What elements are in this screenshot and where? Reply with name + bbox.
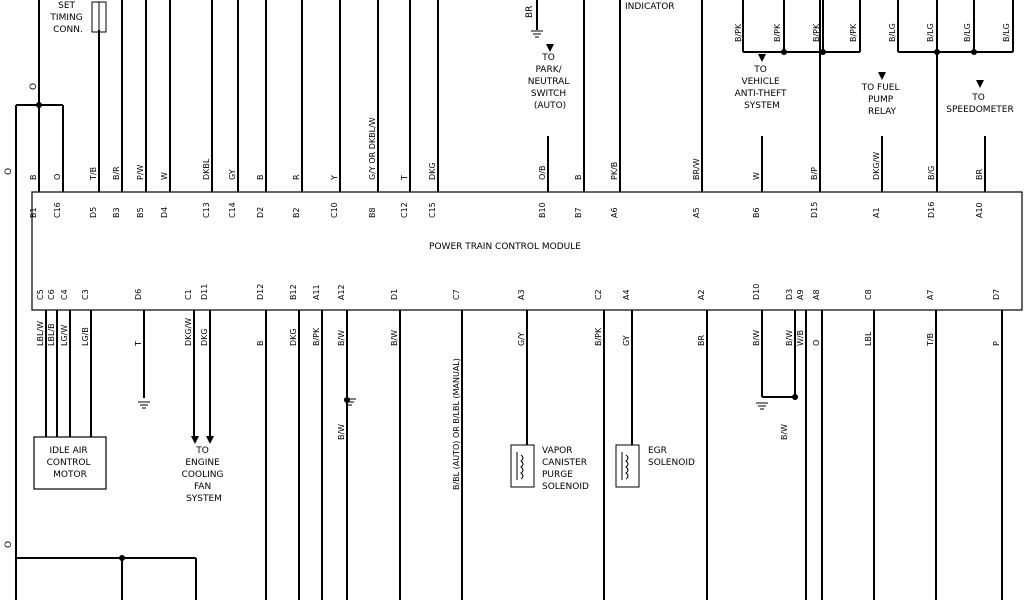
vapor-solenoid-label: VAPOR CANISTER PURGE SOLENOID [542,446,589,492]
bpk-label-1: B/PK [734,23,743,42]
cooling-fan-note: TO ENGINE COOLING FAN SYSTEM [181,446,224,504]
bottom-wire-color-d12: B [256,340,265,346]
bottom-pin-a9: A9 [796,289,805,300]
bottom-pin-a2: A2 [697,289,706,300]
top-wire-color-d5: T/B [89,166,98,180]
bottom-wire-color-d7: P [992,341,1001,346]
top-wire-color-b1: B [29,174,38,180]
top-pin-b7: B7 [574,207,583,218]
anti-theft-note: TO VEHICLE ANTI-THEFT SYSTEM [734,65,787,111]
top-wire-color-c12: T [400,175,409,180]
top-wire-color-a1: DKG/W [872,151,881,180]
bottom-wire-color-c5: LBL/W [36,320,45,346]
bottom-wire-color-a9: W/B [796,329,805,346]
bottom-wire-color-a11: B/PK [312,327,321,346]
bottom-pin-a12: A12 [337,284,346,300]
blg-label-1: B/LG [888,23,897,42]
bottom-pin-c6: C6 [47,289,56,300]
set-timing-note: SET TIMING CONN. [50,1,83,35]
bottom-wire-color-c2: B/PK [594,327,603,346]
bottom-wire-color-c6: LBL/B [47,323,56,346]
bottom-wires [36,284,1002,600]
top-wire-color-d2: B [256,174,265,180]
bottom-wire-color-b12: DKG [289,328,298,346]
bw-ground-label-1: B/W [337,423,346,440]
bottom-pin-a3: A3 [517,289,526,300]
bottom-pin-c1: C1 [184,289,193,300]
top-pin-b1: B1 [29,207,38,218]
bottom-pin-a7: A7 [926,289,935,300]
top-pin-b5: B5 [136,207,145,218]
top-wire-color-b6: W [752,172,761,180]
top-pin-d2: D2 [256,206,265,218]
top-pin-b3: B3 [112,207,121,218]
bottom-wire-color-a7: T/B [926,332,935,346]
bottom-wire-color-c8: LBL [864,331,873,346]
top-pin-a1: A1 [872,207,881,218]
egr-solenoid-label: EGR SOLENOID [648,446,695,468]
iac-label: IDLE AIR CONTROL MOTOR [46,446,91,480]
bottom-wire-color-c1: DKG/W [184,317,193,346]
bottom-wire-color-d3: B/W [785,329,794,346]
bottom-pin-b12: B12 [289,284,298,300]
bottom-pin-c8: C8 [864,289,873,300]
top-wire-color-b10: O/B [538,165,547,180]
bottom-pin-c3: C3 [81,289,90,300]
top-wire-color-b8: G/Y OR DKBL/W [368,117,377,180]
top-pin-b6: B6 [752,207,761,218]
top-wire-color-a6: PK/B [610,161,619,180]
bottom-pin-d1: D1 [390,288,399,300]
blg-label-2: B/LG [926,23,935,42]
bottom-pin-d3: D3 [785,288,794,300]
bottom-wire-color-a12: B/W [337,329,346,346]
top-wire-color-c14: GY [228,169,237,180]
bottom-pin-c4: C4 [60,289,69,300]
bpk-label-4: B/PK [849,23,858,42]
top-wire-color-d15: B/P [810,166,819,180]
top-pin-c10: C10 [330,202,339,218]
pcm-module-title: POWER TRAIN CONTROL MODULE [429,242,581,252]
top-pin-c16: C16 [53,202,62,218]
bpk-label-2: B/PK [773,23,782,42]
bottom-pin-c5: C5 [36,289,45,300]
top-pin-c12: C12 [400,202,409,218]
top-wire-color-c10: Y [330,175,339,180]
bottom-pin-d12: D12 [256,283,265,300]
bottom-wire-color-d1: B/W [390,329,399,346]
top-wire-color-b2: R [292,174,301,180]
top-pin-a10: A10 [975,202,984,218]
bw-ground-label-2: B/W [780,423,789,440]
bottom-wire-color-d11: DKG [200,328,209,346]
bottom-wire-color-d10: B/W [752,329,761,346]
bottom-wire-color-d6: T [134,341,143,346]
bottom-pin-a8: A8 [812,289,821,300]
left-o-label: O [4,167,14,175]
bottom-pin-c2: C2 [594,289,603,300]
bottom-pin-a4: A4 [622,289,631,300]
top-pin-d4: D4 [160,206,169,218]
top-wire-color-c16: O [53,173,62,180]
top-wire-color-c13: DKBL [202,158,211,180]
top-pin-b10: B10 [538,202,547,218]
top-pin-d5: D5 [89,206,98,218]
bottom-pin-a11: A11 [312,284,321,300]
top-pin-c14: C14 [228,202,237,218]
top-pin-b2: B2 [292,207,301,218]
top-wire-color-b7: B [574,174,583,180]
bottom-left-o-label: O [4,540,14,548]
top-pin-d16: D16 [927,201,936,218]
top-wire-color-c15: DKG [428,162,437,180]
top-wire-color-a5: BR/W [692,158,701,180]
speedometer-note: TO SPEEDOMETER [946,93,1014,115]
top-pin-a5: A5 [692,207,701,218]
bottom-pin-c7: C7 [452,289,461,300]
top-pin-b8: B8 [368,207,377,218]
park-neutral-note: TO PARK/ NEUTRAL SWITCH (AUTO) [527,53,570,111]
top-wire-color-a10: BR [975,168,984,180]
bottom-pin-d10: D10 [752,283,761,300]
bottom-pin-d11: D11 [200,283,209,300]
fuel-pump-note: TO FUEL PUMP RELAY [861,83,900,117]
blg-label-3: B/LG [963,23,972,42]
top-pin-d15: D15 [810,201,819,218]
top-pin-c13: C13 [202,202,211,218]
bottom-wire-color-c4: LG/W [60,324,69,346]
top-pin-c15: C15 [428,202,437,218]
bottom-wire-color-c7: B/BL (AUTO) OR B/LBL (MANUAL) [452,358,461,490]
indicator-note: INDICATOR [625,2,675,12]
bottom-wire-color-c3: LG/B [81,327,90,346]
top-wires [29,0,985,218]
top-pin-a6: A6 [610,207,619,218]
top-wire-color-b3: B/R [112,166,121,180]
bottom-pin-d7: D7 [992,288,1001,300]
top-wire-color-d4: W [160,172,169,180]
bottom-wire-color-a8: O [812,339,821,346]
bottom-wire-color-a2: BR [697,334,706,346]
top-wire-color-d16: B/G [927,165,936,180]
top-wire-color-b5: P/W [136,164,145,180]
bottom-wire-color-a4: GY [622,335,631,346]
br-top-label: BR [525,5,535,18]
bottom-pin-d6: D6 [134,288,143,300]
bottom-wire-color-a3: G/Y [517,332,526,346]
blg-label-4: B/LG [1002,23,1011,42]
bpk-label-3: B/PK [812,23,821,42]
left-o-label-2: O [29,82,39,90]
